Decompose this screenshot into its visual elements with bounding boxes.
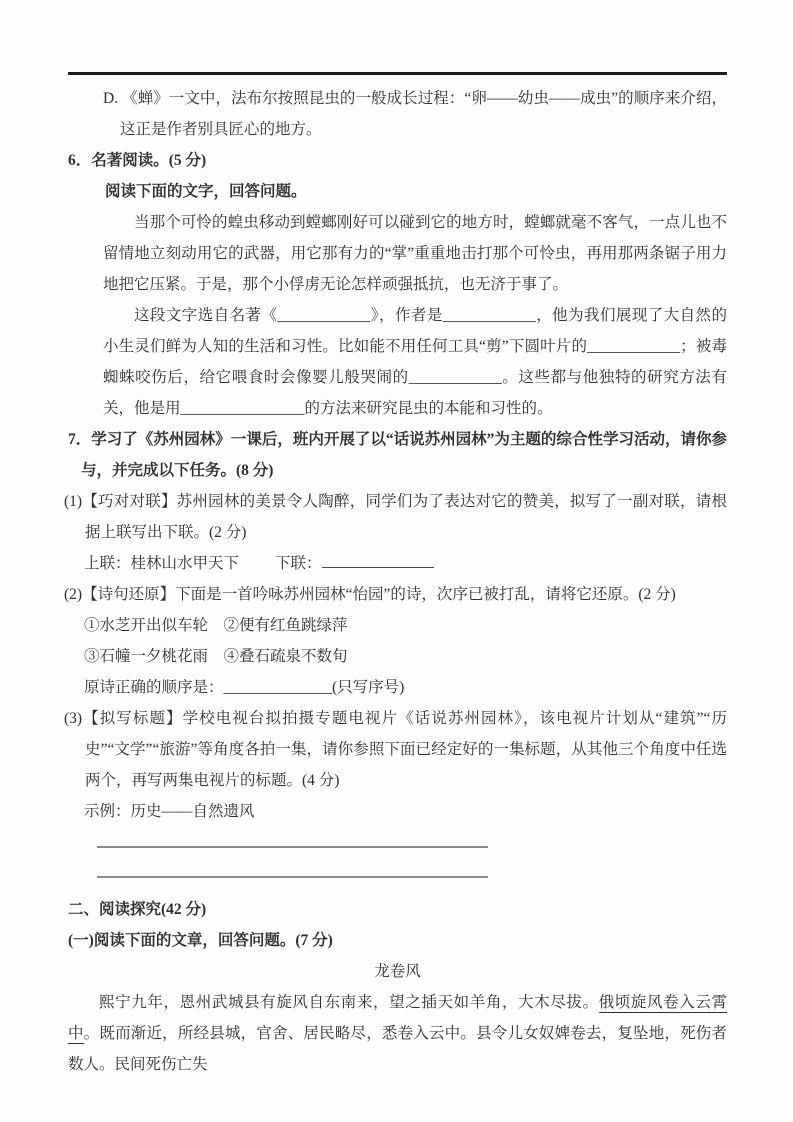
poem-order-prompt: 原诗正确的顺序是：______________(只写序号): [84, 679, 405, 696]
section-2-heading: 二、阅读探究(42 分): [68, 901, 207, 918]
part1-label: (1): [64, 493, 83, 510]
answer-blank-line-1: [97, 827, 488, 848]
poem-line-2: ③石幢一夕桃花雨 ④叠石疏泉不数旬: [84, 648, 348, 665]
article-underlined-segment: 俄顷旋风卷入云霄中: [68, 994, 727, 1042]
couplet-upper: 上联：桂林山水甲天下: [84, 555, 240, 572]
part3-label: (3): [64, 710, 83, 727]
article-text-pre: 熙宁九年，恩州武城县有旋风自东南来，望之插天如羊角，大木尽拔。: [99, 994, 599, 1011]
question-6-fill-blanks: 这段文字选自名著《____________》，作者是____________，他为我们展现了大自然的小生灵们鲜为人知的生活和习性。比如能不用任何工具“剪”下圆叶片的____________；被毒蜘蛛咬伤后，给它喂食时会像婴儿般哭闹的____________。这些都与他独特的研究方法有关，他是用________________的方法来研究昆虫的本能和习性的。: [103, 307, 727, 417]
part2-text: 【诗句还原】下面是一首吟咏苏州园林“怡园”的诗，次序已被打乱，请将它还原。(2 分): [82, 586, 676, 603]
top-divider-rule: [68, 72, 727, 75]
answer-blank-line-2: [97, 848, 488, 878]
option-d-label: D.: [103, 90, 119, 107]
couplet-row: [84, 548, 727, 579]
question-7-part3: [64, 703, 727, 796]
question-7-heading: 7．学习了《苏州园林》一课后，班内开展了以“话说苏州园林”为主题的综合性学习活动，请你参与，并完成以下任务。(8 分): [68, 431, 727, 479]
question-7-part2: [64, 579, 727, 610]
part2-label: (2): [64, 586, 83, 603]
couplet-lower-label: 下联：: [275, 555, 322, 572]
question-7-part1: [64, 486, 727, 548]
question-6-passage: 当那个可怜的蝗虫移动到螳螂刚好可以碰到它的地方时，螳螂就毫不客气，一点儿也不留情地立刻动用它的武器，用它那有力的“掌”重重地击打那个可怜虫，再用那两条锯子用力地把它压紧。于是，那个小俘虏无论怎样顽强抵抗，也无济于事了。: [103, 214, 727, 293]
title-example: 示例：历史——自然遗风: [84, 803, 255, 820]
article-text-post: 。既而渐近，所经县城，官舍、居民略尽，悉卷入云中。县令儿女奴婢卷去，复坠地，死伤者数人。民间死伤亡失: [68, 1025, 727, 1073]
part1-text: 【巧对对联】苏州园林的美景令人陶醉，同学们为了表达对它的赞美，拟写了一副对联，请根据上联写出下联。(2 分): [82, 493, 727, 541]
question-6-instruction: 阅读下面的文字，回答问题。: [105, 183, 307, 200]
couplet-answer-blank: [322, 552, 434, 568]
article-paragraph: [68, 987, 727, 1080]
section-2-sub-heading: (一)阅读下面的文章，回答问题。(7 分): [68, 932, 333, 949]
poem-line-1: ①水芝开出似车轮 ②便有红鱼跳绿萍: [84, 617, 348, 634]
article-title: 龙卷风: [374, 963, 421, 980]
question-6-heading: 6．名著阅读。(5 分): [68, 152, 207, 169]
option-d-text: 《蝉》一文中，法布尔按照昆虫的一般成长过程：“卵——幼虫——成虫”的顺序来介绍，这正是作者别具匠心的地方。: [120, 90, 727, 138]
option-d: [103, 83, 727, 145]
part3-text: 【拟写标题】学校电视台拟拍摄专题电视片《话说苏州园林》，该电视片计划从“建筑”“历史”“文学”“旅游”等角度各拍一集，请你参照下面已经定好的一集标题，从其他三个角度中任选两个，再写两集电视片的标题。(4 分): [82, 710, 727, 789]
